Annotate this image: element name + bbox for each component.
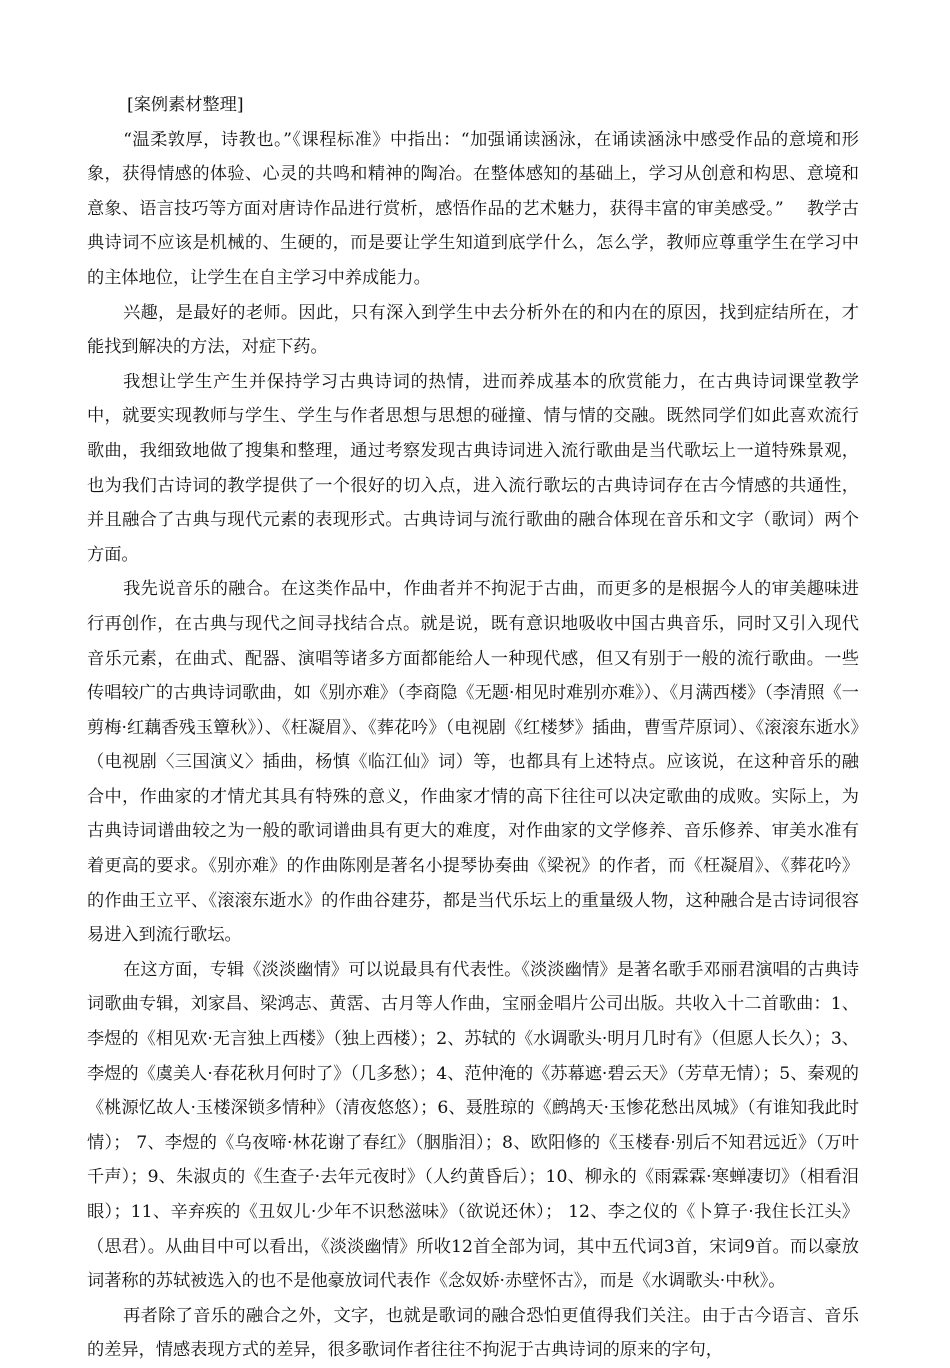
paragraph-interest: 兴趣，是最好的老师。因此，只有深入到学生中去分析外在的和内在的原因，找到症结所在，才能找到解决的方法，对症下药。 — [87, 302, 859, 358]
paragraph-curriculum-standard: “温柔敦厚，诗教也。”《课程标准》中指出：“加强诵读涵泳，在诵读涵泳中感受作品的意境和形象，获得情感的体验、心灵的共鸣和精神的陶冶。在整体感知的基础上，学习从创意和构思、意境和意象、语言技巧等方面对唐诗作品进行赏析，感悟作品的艺术魅力，获得丰富的审美感受。” 教学古典诗词不应该是机械的、生硬的，而是要让学生知道到底学什么，怎么学，教师应尊重学生在学习中的主体地位，让学生在自主学习中养成能力。 — [87, 129, 859, 288]
paragraph-album: 在这方面，专辑《淡淡幽情》可以说最具有代表性。《淡淡幽情》是著名歌手邓丽君演唱的古典诗词歌曲专辑，刘家昌、梁鸿志、黄霑、古月等人作曲，宝丽金唱片公司出版。共收入十二首歌曲：1、李煜的《相见欢·无言独上西楼》（独上西楼）；2、苏轼的《水调歌头·明月几时有》（但愿人长久）；3、李煜的《虞美人·春花秋月何时了》（几多愁）；4、范仲淹的《苏幕遮·碧云天》（芳草无情）；5、秦观的《桃源忆故人·玉楼深锁多情种》（清夜悠悠）；6、聂胜琼的《鹧鸪天·玉惨花愁出凤城》（有谁知我此时情）； 7、李煜的《乌夜啼·林花谢了春红》（胭脂泪）；8、欧阳修的《玉楼春·别后不知君远近》（万叶千声）；9、朱淑贞的《生查子·去年元夜时》（人约黄昏后）；10、柳永的《雨霖霖·寒蝉凄切》（相看泪眼）；11、辛弃疾的《丑奴儿·少年不识愁滋味》（欲说还休）； 12、李之仪的《卜算子·我住长江头》（思君）。从曲目中可以看出，《淡淡幽情》所收12首全部为词，其中五代词3首，宋词9首。而以豪放词著称的苏轼被选入的也不是他豪放词代表作《念奴娇·赤壁怀古》，而是《水调歌头·中秋》。 — [87, 959, 859, 1292]
paragraph-pop-songs: 我想让学生产生并保持学习古典诗词的热情，进而养成基本的欣赏能力，在古典诗词课堂教学中，就要实现教师与学生、学生与作者思想与思想的碰撞、情与情的交融。既然同学们如此喜欢流行歌曲，我细致地做了搜集和整理，通过考察发现古典诗词进入流行歌曲是当代歌坛上一道特殊景观，也为我们古诗词的教学提供了一个很好的切入点，进入流行歌坛的古典诗词存在古今情感的共通性，并且融合了古典与现代元素的表现形式。古典诗词与流行歌曲的融合体现在音乐和文字（歌词）两个方面。 — [87, 371, 859, 565]
document-body — [87, 88, 859, 1368]
paragraph-music-fusion: 我先说音乐的融合。在这类作品中，作曲者并不拘泥于古曲，而更多的是根据今人的审美趣味进行再创作，在古典与现代之间寻找结合点。就是说，既有意识地吸收中国古典音乐，同时又引入现代音乐元素，在曲式、配器、演唱等诸多方面都能给人一种现代感，但又有别于一般的流行歌曲。一些传唱较广的古典诗词歌曲，如《别亦难》（李商隐《无题·相见时难别亦难》）、《月满西楼》（李清照《一剪梅·红藕香残玉簟秋》）、《枉凝眉》、《葬花吟》（电视剧《红楼梦》插曲，曹雪芹原词）、《滚滚东逝水》（电视剧〈三国演义〉插曲，杨慎《临江仙》词）等，也都具有上述特点。应该说，在这种音乐的融合中，作曲家的才情尤其具有特殊的意义，作曲家才情的高下往往可以决定歌曲的成败。实际上，为古典诗词谱曲较之为一般的歌词谱曲具有更大的难度，对作曲家的文学修养、音乐修养、审美水准有着更高的要求。《别亦难》的作曲陈刚是著名小提琴协奏曲《梁祝》的作者，而《枉凝眉》、《葬花吟》的作曲王立平、《滚滚东逝水》的作曲谷建芬，都是当代乐坛上的重量级人物，这种融合是古诗词很容易进入到流行歌坛。 — [87, 579, 859, 946]
section-heading: [案例素材整理] — [127, 95, 244, 115]
paragraph-lyrics-fusion: 再者除了音乐的融合之外，文字，也就是歌词的融合恐怕更值得我们关注。由于古今语言、音乐的差异，情感表现方式的差异，很多歌词作者往往不拘泥于古典诗词的原来的字句， — [87, 1305, 859, 1361]
